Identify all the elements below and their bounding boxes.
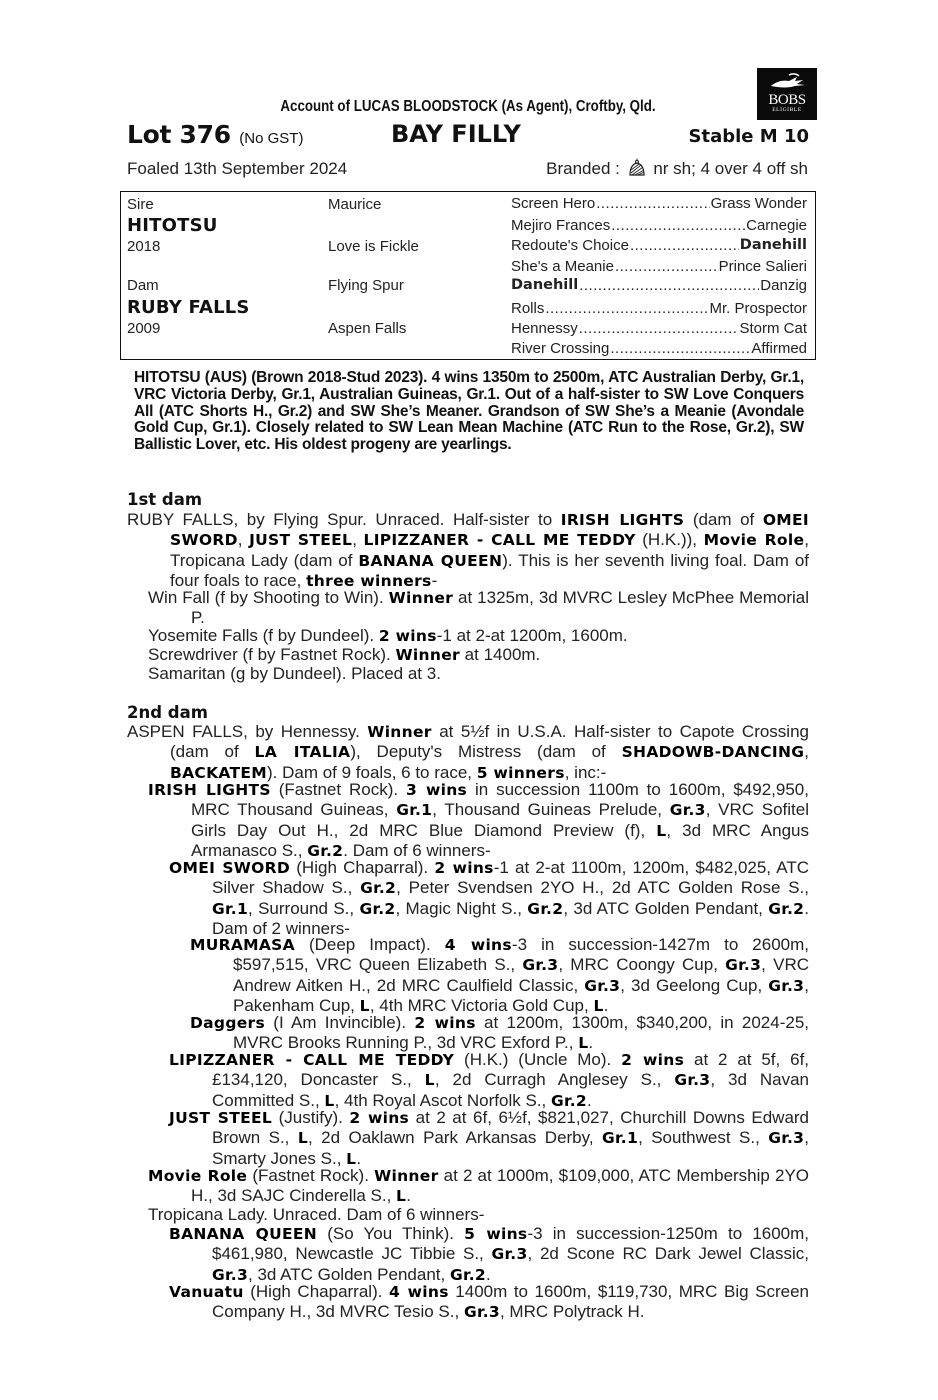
bold-run: Gr.2	[550, 1091, 588, 1110]
gen3-left: Redoute's Choice	[511, 237, 629, 254]
logo-text: BOBS	[768, 92, 806, 108]
bold-run: Winner	[395, 646, 460, 664]
bold-run: Gr.3	[725, 956, 762, 975]
bold-run: Winner	[367, 723, 432, 741]
sire-label: Sire	[127, 196, 154, 213]
gen3-left: She's a Meanie	[511, 258, 614, 275]
bold-run: 4 wins	[444, 936, 512, 954]
bold-run: Gr.3	[768, 976, 805, 995]
bold-run: OMEI SWORD	[170, 511, 809, 550]
family-entry: MURAMASA (Deep Impact). 4 wins-3 in succession-1427m to 2600m, $597,515, VRC Queen Elizabeth S., Gr.3, MRC Coongy Cup, Gr.3, VRC Andrew Aitken H., 2d MRC Caulfield Classic, Gr.3, 3d Geelong Cup, Gr.3, Pakenham Cup, L, 4th MRC Victoria Gold Cup, L.	[190, 935, 810, 1016]
bold-run: Gr.1	[396, 801, 433, 820]
bold-run: 2 wins	[434, 859, 494, 877]
bold-run: L	[656, 821, 667, 840]
bold-run: 3 wins	[406, 781, 468, 799]
pedigree-gen3-row	[511, 277, 807, 294]
family-entry: Tropicana Lady. Unraced. Dam of 6 winners-	[148, 1205, 485, 1224]
gen3-right: Mr. Prospector	[709, 300, 807, 317]
second-dam-heading: 2nd dam	[127, 703, 208, 722]
bold-run: Gr.3	[669, 801, 706, 820]
bold-run: Gr.3	[522, 956, 559, 975]
gen3-left: Screen Hero	[511, 195, 596, 212]
bold-run: LA ITALIA	[254, 743, 351, 762]
branded-label: Branded :	[546, 159, 620, 178]
branded-text: nr sh; 4 over 4 off sh	[653, 159, 808, 178]
logo-subtext: ELIGIBLE	[772, 107, 802, 113]
progeny-entry: Win Fall (f by Shooting to Win). Winner at 1325m, 3d MVRC Lesley McPhee Memorial P.	[148, 588, 809, 628]
bold-run: L	[359, 997, 370, 1016]
gen3-right: Prince Salieri	[718, 258, 807, 275]
bold-run: Gr.2	[359, 899, 396, 918]
lot-number	[127, 120, 303, 149]
bold-run: Gr.2	[527, 899, 564, 918]
bold-run: 2 wins	[378, 627, 437, 645]
pedigree-gen3-row	[511, 195, 807, 212]
bold-run: JUST STEEL	[249, 531, 353, 550]
bold-run: LIPIZZANER - CALL ME TEDDY	[363, 531, 636, 550]
bold-run: 2 wins	[414, 1014, 476, 1032]
gst-note: (No GST)	[239, 130, 304, 147]
pedigree-gen3-row	[511, 340, 807, 357]
brand-mark-icon	[627, 157, 647, 177]
bold-run: SHADOWB-DANCING	[621, 743, 805, 762]
bold-run: Vanuatu	[169, 1283, 244, 1301]
gen3-right: Affirmed	[751, 340, 807, 357]
sire-sire: Maurice	[328, 196, 382, 213]
bold-run: Gr.3	[212, 1265, 249, 1284]
bold-run: 5 wins	[464, 1225, 528, 1243]
sire-year: 2018	[127, 238, 161, 255]
family-entry: Daggers (I Am Invincible). 2 wins at 1200m, 1300m, $340,200, in 2024-25, MVRC Brooks Running P., 3d VRC Exford P., L.	[190, 1013, 809, 1053]
gen3-left: Rolls	[511, 300, 545, 317]
bold-run: BACKATEM	[170, 763, 267, 782]
brand-info	[546, 157, 808, 179]
bold-run: 2 wins	[349, 1109, 410, 1127]
bold-run: Gr.1	[602, 1129, 639, 1148]
bold-run: L	[593, 997, 604, 1016]
gen3-left: Danehill	[511, 277, 579, 293]
pedigree-table	[120, 191, 816, 360]
bold-run: Gr.1	[212, 899, 249, 918]
bold-run: Movie Role	[148, 1167, 248, 1185]
bold-run: L	[578, 1034, 589, 1053]
progeny-entry: Screwdriver (f by Fastnet Rock). Winner at 1400m.	[148, 645, 541, 664]
bold-run: Gr.3	[768, 1129, 805, 1148]
sire-name: HITOTSU	[127, 215, 218, 236]
gen3-left: River Crossing	[511, 340, 610, 357]
family-entry: OMEI SWORD (High Chaparral). 2 wins-1 at 2-at 1100m, 1200m, $482,025, ATC Silver Shadow S., Gr.2, Peter Svendsen 2YO H., 2d ATC Golden Rose S., Gr.1, Surround S., Gr.2, Magic Night S., Gr.2, 3d ATC Golden Pendant, Gr.2. Dam of 2 winners-	[169, 858, 810, 939]
gen3-left: Hennessy	[511, 320, 578, 337]
family-entry: JUST STEEL (Justify). 2 wins at 2 at 6f, 6½f, $821,027, Churchill Downs Edward Brown S., L, 2d Oaklawn Park Arkansas Derby, Gr.1, Southwest S., Gr.3, Smarty Jones S., L.	[169, 1108, 810, 1168]
dam-label: Dam	[127, 277, 159, 294]
pedigree-gen3-row	[511, 300, 807, 317]
bold-run: L	[424, 1071, 435, 1090]
bold-run: MURAMASA	[190, 936, 295, 954]
family-entry: ASPEN FALLS, by Hennessy. Winner at 5½f in U.S.A. Half-sister to Capote Crossing (dam of LA ITALIA), Deputy's Mistress (dam of SHADOWB-DANCING, BACKATEM). Dam of 9 foals, 6 to race, 5 winners, inc:-	[127, 722, 810, 782]
first-dam-heading: 1st dam	[127, 490, 203, 509]
bold-run: 4 wins	[389, 1283, 449, 1301]
horse-description: BAY FILLY	[391, 120, 521, 148]
bold-run: L	[297, 1129, 309, 1148]
bold-run: OMEI SWORD	[169, 859, 291, 877]
family-entry: Vanuatu (High Chaparral). 4 wins 1400m to 1600m, $119,730, MRC Big Screen Company H., 3d MVRC Tesio S., Gr.3, MRC Polytrack H.	[169, 1282, 810, 1322]
bold-run: Movie Role	[703, 531, 805, 550]
family-entry: IRISH LIGHTS (Fastnet Rock). 3 wins in succession 1100m to 1600m, $492,950, MRC Thousand Guineas, Gr.1, Thousand Guineas Prelude, Gr.3, VRC Sofitel Girls Day Out H., 2d MRC Blue Diamond Preview (f), L, 3d MRC Angus Armanasco S., Gr.2. Dam of 6 winners-	[148, 780, 810, 861]
bold-run: Gr.3	[463, 1303, 500, 1322]
gen3-right: Danehill	[739, 237, 807, 253]
gen3-right: Danzig	[760, 277, 807, 294]
bold-run: Gr.3	[674, 1071, 711, 1090]
bold-run: Gr.3	[584, 976, 621, 995]
lot-label: Lot 376	[127, 120, 231, 149]
bold-run: Winner	[374, 1167, 439, 1185]
bold-run: 5 winners	[476, 763, 565, 782]
gen3-right: Storm Cat	[739, 320, 807, 337]
bold-run: L	[324, 1091, 335, 1110]
bold-run: Gr.2	[307, 842, 344, 861]
bold-run: 2 wins	[621, 1051, 685, 1069]
vendor-line: Account of LUCAS BLOODSTOCK (As Agent), Croftby, Qld.	[280, 98, 656, 115]
sire-summary: HITOTSU (AUS) (Brown 2018-Stud 2023). 4 wins 1350m to 2500m, ATC Australian Derby, Gr.1, VRC Victoria Derby, Gr.1, Australian Guineas, Gr.1. Out of a half-sister to SW Love Conquers All (ATC Shorts H., Gr.2) and SW She’s Meaner. Grandson of SW She’s a Meanie (Avondale Gold Cup, Gr.1). Closely related to SW Lean Mean Machine (ATC Run to the Rose, Gr.2), SW Ballistic Lover, etc. His oldest progeny are yearlings.	[134, 369, 804, 454]
family-entry: Movie Role (Fastnet Rock). Winner at 2 at 1000m, $109,000, ATC Membership 2YO H., 3d SAJC Cinderella S., L.	[148, 1166, 810, 1206]
dam-dam: Aspen Falls	[328, 320, 407, 337]
bold-run: BANANA QUEEN	[358, 551, 503, 570]
bold-run: Gr.2	[449, 1265, 486, 1284]
family-entry: LIPIZZANER - CALL ME TEDDY (H.K.) (Uncle Mo). 2 wins at 2 at 5f, 6f, £134,120, Doncaster S., L, 2d Curragh Anglesey S., Gr.3, 3d Navan Committed S., L, 4th Royal Ascot Norfolk S., Gr.2.	[169, 1050, 810, 1110]
gen3-left: Mejiro Frances	[511, 217, 611, 234]
bold-run: three winners	[306, 572, 432, 591]
sire-dam: Love is Fickle	[328, 238, 419, 255]
family-entry: BANANA QUEEN (So You Think). 5 wins-3 in succession-1250m to 1600m, $461,980, Newcastle JC Tibbie S., Gr.3, 2d Scone RC Dark Jewel Classic, Gr.3, 3d ATC Golden Pendant, Gr.2.	[169, 1224, 810, 1284]
dam-year: 2009	[127, 320, 161, 337]
bold-run: IRISH LIGHTS	[560, 511, 685, 529]
progeny-entry: Samaritan (g by Dundeel). Placed at 3.	[148, 664, 441, 683]
dam-sire: Flying Spur	[328, 277, 404, 294]
bold-run: Winner	[388, 589, 454, 607]
gen3-right: Grass Wonder	[710, 195, 807, 212]
bold-run: LIPIZZANER - CALL ME TEDDY	[169, 1051, 455, 1069]
bold-run: Gr.2	[360, 879, 397, 898]
bold-run: Gr.2	[768, 899, 805, 918]
pedigree-gen3-row	[511, 320, 807, 337]
bold-run: L	[396, 1187, 407, 1206]
lot-line	[127, 120, 809, 152]
bold-run: Gr.3	[491, 1245, 528, 1264]
progeny-entry: Yosemite Falls (f by Dundeel). 2 wins-1 at 2-at 1200m, 1600m.	[148, 626, 628, 645]
gen3-right: Carnegie	[746, 217, 807, 234]
bold-run: IRISH LIGHTS	[148, 781, 271, 799]
horse-head-icon	[767, 72, 807, 92]
bold-run: JUST STEEL	[169, 1109, 273, 1127]
pedigree-gen3-row	[511, 217, 807, 234]
bold-run: Daggers	[190, 1014, 265, 1032]
bold-run: L	[346, 1149, 357, 1168]
first-dam-intro: RUBY FALLS, by Flying Spur. Unraced. Half-sister to IRISH LIGHTS (dam of OMEI SWORD, JUST STEEL, LIPIZZANER - CALL ME TEDDY (H.K.)), Movie Role, Tropicana Lady (dam of BANANA QUEEN). This is her seventh living foal. Dam of four foals to race, three winners-	[127, 510, 809, 591]
pedigree-gen3-row	[511, 237, 807, 254]
foaled-date: Foaled 13th September 2024	[127, 159, 348, 178]
pedigree-gen3-row	[511, 258, 807, 275]
bold-run: BANANA QUEEN	[169, 1225, 318, 1243]
stable-number: Stable M 10	[688, 126, 809, 147]
dam-name: RUBY FALLS	[127, 297, 250, 318]
